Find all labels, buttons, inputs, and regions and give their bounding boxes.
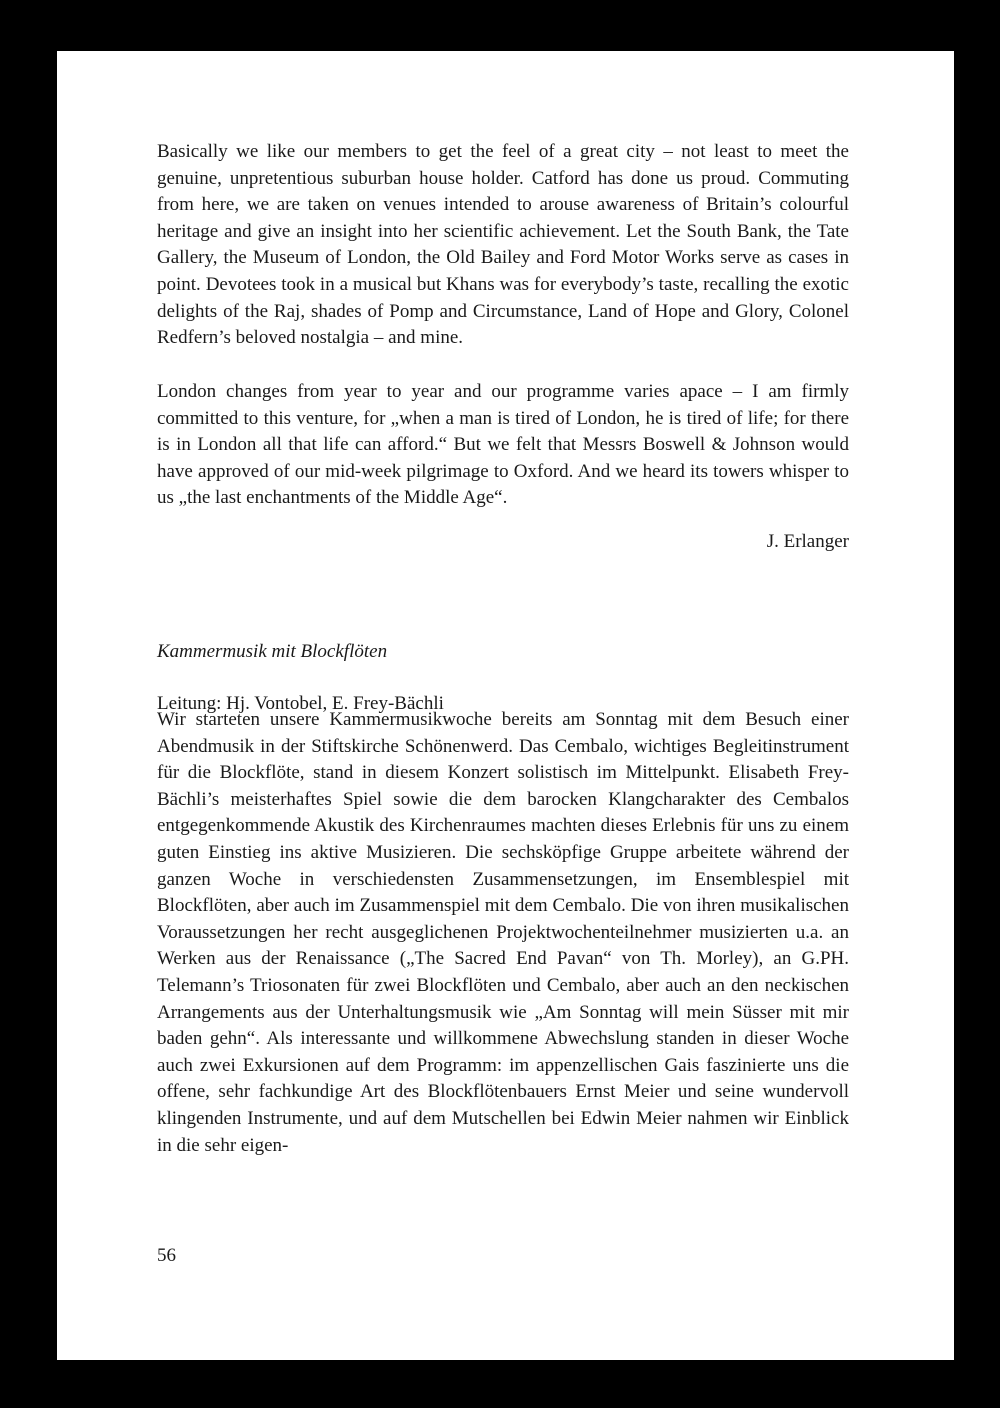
leitung-line: Leitung: Hj. Vontobel, E. Frey-Bächli xyxy=(157,693,444,714)
page-number: 56 xyxy=(157,1245,176,1266)
article1-paragraph1: Basically we like our members to get the feel of a great city – not least to meet the genuine, unpretentious suburban house holder. Catford has done us proud. Commuting from here, we are taken on venues intended to arouse awareness of Britain’s colourful heritage and give an insight into her scientific achievement. Let the South Bank, the Tate Gallery, the Museum of London, the Old Bailey and Ford Motor Works serve as cases in point. Devotees took in a musical but Khans was for everybody’s taste, recalling the exotic delights of the Raj, shades of Pomp and Circumstance, Land of Hope and Glory, Colonel Redfern’s beloved nostalgia – and mine. xyxy=(157,141,849,349)
section-heading: Kammermusik mit Blockflöten xyxy=(157,641,388,662)
article2-paragraph: Wir starteten unsere Kammermusikwoche bereits am Sonntag mit dem Besuch einer Abendmusik in der Stiftskirche Schönenwerd. Das Cembalo, wichtiges Begleitinstrument für die Blockflöte, stand in diesem Konzert solistisch im Mittelpunkt. Elisabeth Frey-Bächli’s meisterhaftes Spiel sowie die dem barocken Klangcharakter des Cembalos entgegenkommende Akustik des Kirchenraumes machten dieses Erlebnis für uns zu einem guten Einstieg ins aktive Musizieren. Die sechsköpfige Gruppe arbeitete während der ganzen Woche in verschiedensten Zusammensetzungen, im Ensemblespiel mit Blockflöten, aber auch im Zusammenspiel mit dem Cembalo. Die von ihren musikalischen Voraussetzungen her recht ausgeglichenen Projektwochenteilnehmer musizierten u.a. an Werken aus der Renaissance („The Sacred End Pavan“ von Th. Morley), an G.PH. Telemann’s Triosonaten für zwei Blockflöten und Cembalo, aber auch an den neckischen Arrangements aus der Unterhaltungsmusik wie „Am Sonntag will mein Süsser mit mir baden gehn“. Als interessante und willkommene Abwechslung standen in dieser Woche auch zwei Exkursionen auf dem Programm: im appenzellischen Gais faszinierte uns die offene, sehr fachkundige Art des Blockflötenbauers Ernst Meier und seine wundervoll klingenden Instrumente, und auf dem Mutschellen bei Edwin Meier nahmen wir Einblick in die sehr eigen- xyxy=(157,709,849,1156)
document-page xyxy=(57,51,954,1360)
article1-paragraph2: London changes from year to year and our programme varies apace – I am firmly committed to this venture, for „when a man is tired of London, he is tired of life; for there is in London all that life can afford.“ But we felt that Messrs Boswell & Johnson would have approved of our mid-week pilgrimage to Oxford. And we heard its towers whisper to us „the last enchantments of the Middle Age“. xyxy=(157,381,849,509)
author-signature: J. Erlanger xyxy=(766,531,849,552)
